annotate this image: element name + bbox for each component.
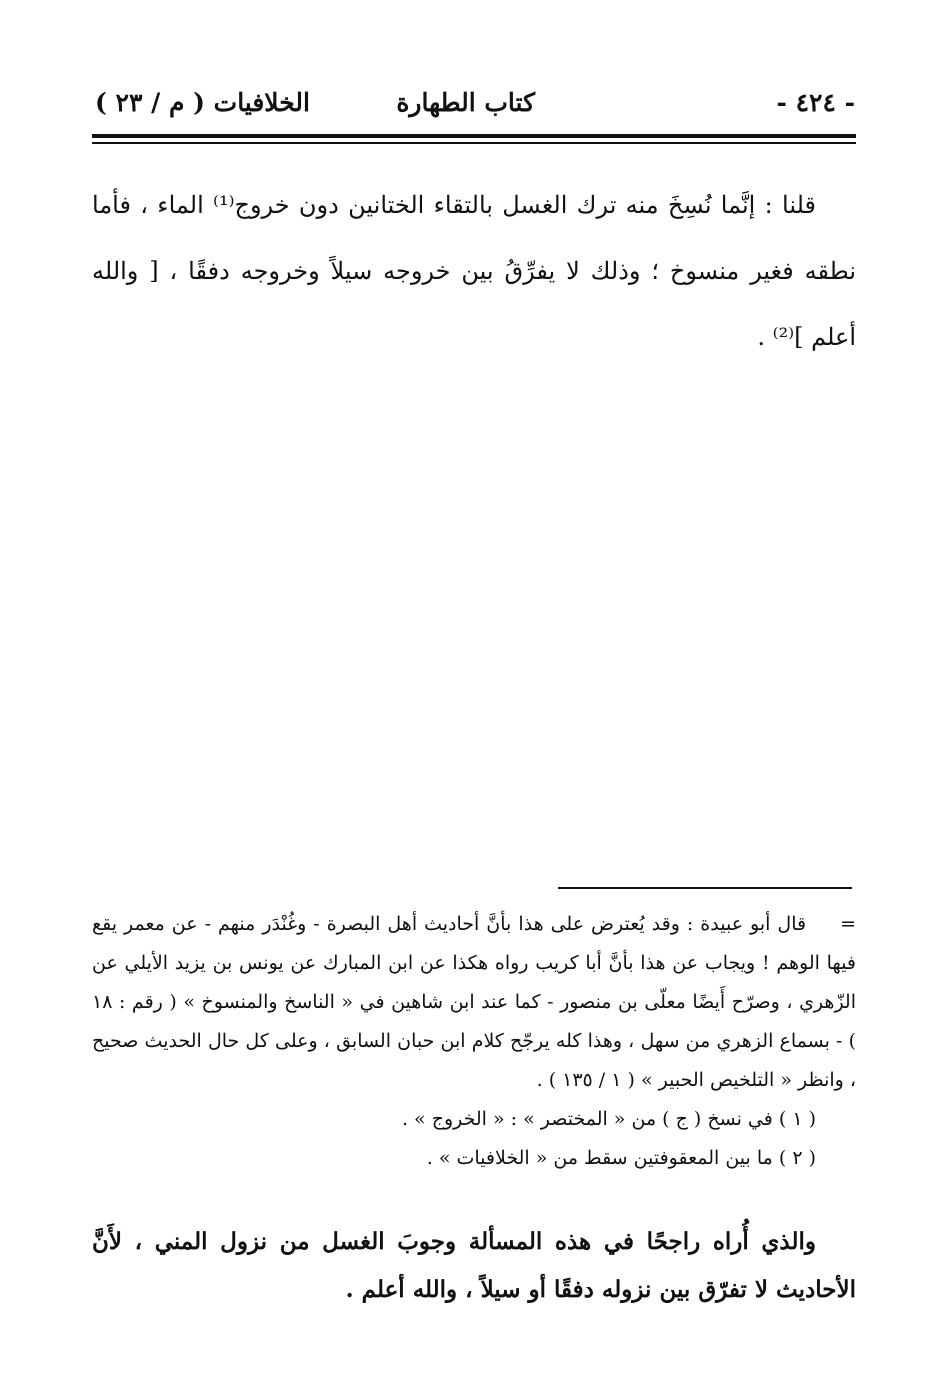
main-paragraph: قلنا : إنَّما نُسِخَ منه ترك الغسل بالتقاء الختانين دون خروج⁽¹⁾ الماء ، فأما نطقه فغير منسوخ ؛ وذلك لا يفرِّقُ بين خروجه سيلاً وخروجه دفقًا ، [ والله أعلم ]⁽²⁾ . — [92, 191, 856, 351]
continuation-marker: = — [840, 913, 856, 935]
header-rule-thick — [92, 134, 856, 138]
footnote-1: ( ١ ) في نسخ ( ج ) من « المختصر » : « الخروج » . — [401, 1108, 816, 1130]
editor-note — [92, 1218, 856, 1314]
footnote-continuation — [92, 905, 856, 1100]
page-number: - ٤٢٤ - — [776, 88, 855, 117]
continuation-text: قال أبو عبيدة : وقد يُعترض على هذا بأنَّ أحاديث أهل البصرة - وغُنْدَر منهم - عن معمر يقع فيها الوهم ! ويجاب عن هذا بأنَّ أبا كريب رواه هكذا عن ابن المبارك عن يونس بن يزيد الأيلي عن الزّهري ، وصرّح أَيضًا معلّى بن منصور - كما عند ابن شاهين في « الناسخ والمنسوخ » ( رقم : ١٨ ) - بسماع الزهري من سهل ، وهذا كله يرجّح كلام ابن حبان السابق ، وعلى كل حال الحديث صحيح ، وانظر « التلخيص الحبير » ( ١ / ١٣٥ ) . — [92, 913, 856, 1091]
footnotes — [92, 905, 856, 1178]
running-title: الخلافيات ( م / ٢٣ ) — [95, 88, 310, 117]
footnote-separator — [558, 887, 852, 889]
page-header — [95, 80, 855, 128]
header-rule-thin — [92, 142, 856, 144]
main-text — [92, 172, 856, 370]
editor-note-text: والذي أُراه راجحًا في هذه المسألة وجوبَ الغسل من نزول المني ، لأَنَّ الأحاديث لا تفرّق بين نزوله دفقًا أو سيلاً ، والله أعلم . — [92, 1228, 856, 1303]
footnote-2: ( ٢ ) ما بين المعقوفتين سقط من « الخلافيات » . — [426, 1147, 816, 1169]
book-title: كتاب الطهارة — [396, 88, 535, 117]
